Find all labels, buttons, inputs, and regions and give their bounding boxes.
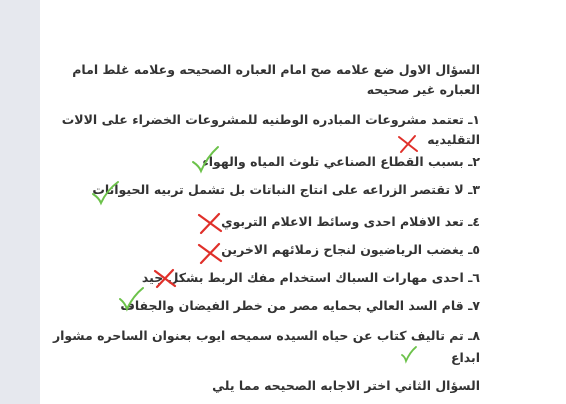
check-mark-item-7 (117, 286, 145, 312)
check-mark-item-8 (400, 346, 418, 362)
item-5: ٥ـ يغضب الرياضيون لنجاح زملائهم الاخرين (221, 242, 480, 257)
cross-mark-item-4 (196, 211, 224, 235)
item-8-line2: ابداع (450, 350, 480, 365)
item-1-line1: ١ـ تعتمد مشروعات المبادره الوطنيه للمشروعات الخضراء على الالات (61, 112, 480, 127)
check-mark-item-3 (90, 180, 120, 206)
item-6: ٦ـ احدى مهارات السباك استخدام مفك الربط بشكل جيد (141, 270, 480, 285)
page-margin (0, 0, 40, 404)
item-4: ٤ـ تعد الافلام احدى وسائط الاعلام التربوي (221, 214, 480, 229)
item-7: ٧ـ قام السد العالي بحمايه مصر من خطر الفيضان والجفاف (120, 298, 480, 313)
item-8-line1: ٨ـ تم تاليف كتاب عن حياه السيده سميحه ايوب بعنوان الساحره مشوار (52, 328, 480, 343)
cross-mark-item-1 (396, 134, 420, 154)
item-3: ٣ـ لا تقتصر الزراعه على انتاج النباتات بل تشمل تربيه الحيوانات (92, 182, 480, 197)
question1-title-line1: السؤال الاول ضع علامه صح امام العباره الصحيحه وعلامه غلط امام (72, 62, 480, 77)
check-mark-item-2 (190, 145, 220, 173)
item-2: ٢ـ بسبب القطاع الصناعي تلوث المياه والهواء (202, 154, 480, 169)
question2-title: السؤال الثاني اختر الاجابه الصحيحه مما يلي (212, 378, 480, 393)
question1-title-line2: العباره غير صحيحه (366, 82, 480, 97)
item-1-line2: التقليديه (427, 132, 480, 147)
cross-mark-item-5 (196, 241, 224, 265)
cross-mark-item-6 (152, 267, 178, 289)
